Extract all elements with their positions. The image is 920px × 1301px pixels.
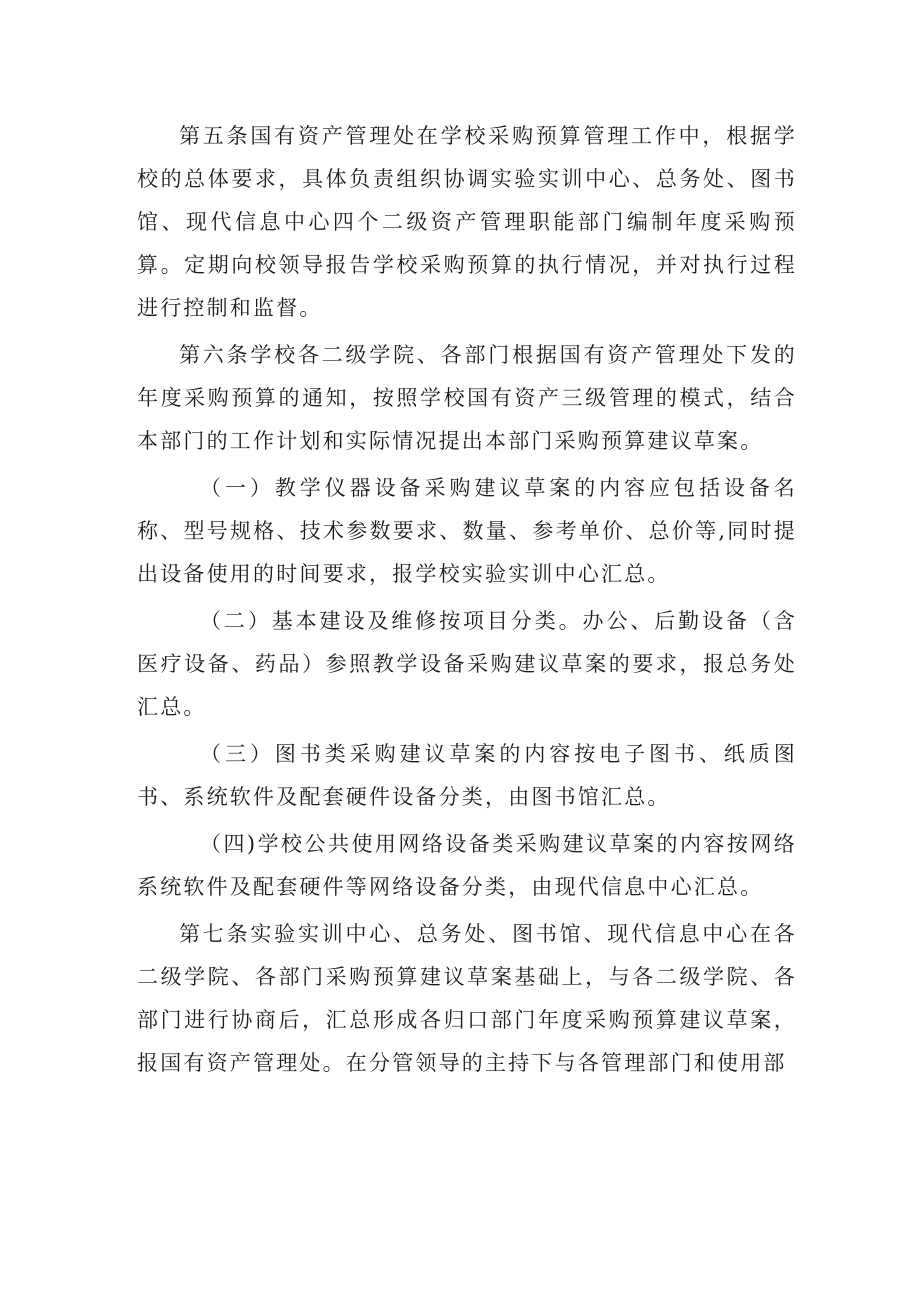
- document-body: [137, 115, 797, 1089]
- article-5-paragraph: 第五条国有资产管理处在学校采购预算管理工作中，根据学校的总体要求，具体负责组织协调实验实训中心、总务处、图书馆、现代信息中心四个二级资产管理职能部门编制年度采购预算。定期向校领导报告学校采购预算的执行情况，并对执行过程进行控制和监督。: [137, 124, 797, 320]
- item-1-paragraph: （一）教学仪器设备采购建议草案的内容应包括设备名称、型号规格、技术参数要求、数量、参考单价、总价等,同时提出设备使用的时间要求，报学校实验实训中心汇总。: [137, 476, 797, 586]
- article-7-paragraph: 第七条实验实训中心、总务处、图书馆、现代信息中心在各二级学院、各部门采购预算建议草案基础上，与各二级学院、各部门进行协商后，汇总形成各归口部门年度采购预算建议草案，报国有资产管理处。在分管领导的主持下与各管理部门和使用部: [137, 922, 797, 1075]
- article-6-paragraph: 第六条学校各二级学院、各部门根据国有资产管理处下发的年度采购预算的通知，按照学校国有资产三级管理的模式，结合本部门的工作计划和实际情况提出本部门采购预算建议草案。: [137, 343, 797, 453]
- item-2-paragraph: （二）基本建设及维修按项目分类。办公、后勤设备（含医疗设备、药品）参照教学设备采购建议草案的要求，报总务处汇总。: [137, 609, 797, 719]
- item-3-paragraph: （三）图书类采购建议草案的内容按电子图书、纸质图书、系统软件及配套硬件设备分类，由图书馆汇总。: [137, 742, 797, 809]
- item-4-paragraph: （四)学校公共使用网络设备类采购建议草案的内容按网络系统软件及配套硬件等网络设备分类，由现代信息中心汇总。: [137, 832, 797, 899]
